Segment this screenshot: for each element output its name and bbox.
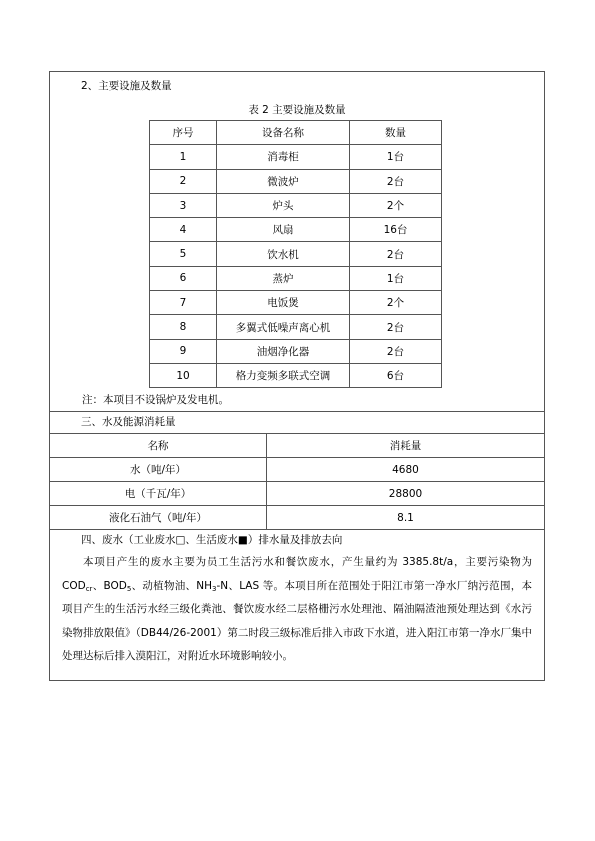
wastewater-section (50, 529, 544, 680)
table-row (150, 339, 442, 363)
row-equipment: 格力变频多联式空调 (217, 363, 350, 387)
row-quantity: 2个 (350, 193, 442, 217)
header-index: 序号 (150, 121, 217, 145)
row-quantity: 2个 (350, 291, 442, 315)
header-quantity: 数量 (350, 121, 442, 145)
row-index: 1 (150, 145, 217, 169)
bod-subscript: 5 (126, 584, 132, 593)
row-equipment: 微波炉 (217, 169, 350, 193)
table-header-row (50, 434, 544, 458)
row-index: 5 (150, 242, 217, 266)
row-equipment: 消毒柜 (217, 145, 350, 169)
row-equipment: 蒸炉 (217, 266, 350, 290)
para-text-1: 本项目产生的废水主要为员工生活污水和餐饮废水，产生量约为 3385.8t/a，主要污染物为 COD (62, 556, 532, 592)
row-index: 7 (150, 291, 217, 315)
facilities-note: 注：本项目不设锅炉及发电机。 (82, 394, 229, 407)
row-index: 9 (150, 339, 217, 363)
consumption-heading: 三、水及能源消耗量 (81, 416, 176, 428)
row-value: 28800 (267, 482, 545, 506)
header-equipment: 设备名称 (217, 121, 350, 145)
row-quantity: 1台 (350, 266, 442, 290)
table-row (150, 266, 442, 290)
table-row (150, 315, 442, 339)
wastewater-heading: 四、废水（工业废水□、生活废水■）排水量及排放去向 (81, 534, 343, 546)
table2-caption: 表 2 主要设施及数量 (248, 104, 346, 116)
row-name: 电（千瓦/年） (50, 482, 267, 506)
row-equipment: 饮水机 (217, 242, 350, 266)
row-quantity: 2台 (350, 242, 442, 266)
row-equipment: 多翼式低噪声离心机 (217, 315, 350, 339)
para-text-4: -N、LAS 等。本项目所在范围处于阳江市第一净水厂纳污范围，本项目产生的生活污水经三级化粪池、餐饮废水经二层格栅污水处理池、隔油隔渣池预处理达到《水污染物排放限值》（DB44/26-2001）第二时段三级标准后排入市政下水道，进入阳江市第一净水厂集中处理达标后排入漠阳江，对附近水环境影响较小。 (62, 579, 533, 662)
row-index: 10 (150, 363, 217, 387)
table-header-row (150, 121, 442, 145)
para-text-2: 、BOD (92, 579, 127, 592)
consumption-table (50, 433, 544, 529)
row-quantity: 1台 (350, 145, 442, 169)
row-equipment: 风扇 (217, 218, 350, 242)
row-index: 2 (150, 169, 217, 193)
row-quantity: 16台 (350, 218, 442, 242)
row-equipment: 油烟净化器 (217, 339, 350, 363)
row-quantity: 2台 (350, 169, 442, 193)
facilities-heading: 2、主要设施及数量 (81, 80, 172, 92)
header-consumption: 消耗量 (267, 434, 545, 458)
row-index: 8 (150, 315, 217, 339)
row-quantity: 6台 (350, 363, 442, 387)
wastewater-paragraph (50, 551, 544, 669)
row-name: 水（吨/年） (50, 458, 267, 482)
table-row (150, 193, 442, 217)
row-value: 4680 (267, 458, 545, 482)
row-equipment: 电饭煲 (217, 291, 350, 315)
table-row (50, 506, 544, 530)
facilities-table (149, 120, 442, 388)
row-name: 液化石油气（吨/年） (50, 506, 267, 530)
row-value: 8.1 (267, 506, 545, 530)
consumption-section (50, 411, 544, 529)
table-row (150, 363, 442, 387)
row-index: 6 (150, 266, 217, 290)
table-row (150, 242, 442, 266)
header-name: 名称 (50, 434, 267, 458)
table-row (50, 458, 544, 482)
table-row (150, 169, 442, 193)
para-text-3: 、动植物油、NH (131, 579, 213, 592)
table-row (150, 218, 442, 242)
facilities-section (50, 72, 544, 411)
row-quantity: 2台 (350, 315, 442, 339)
row-index: 3 (150, 193, 217, 217)
table-row (150, 145, 442, 169)
row-equipment: 炉头 (217, 193, 350, 217)
row-quantity: 2台 (350, 339, 442, 363)
row-index: 4 (150, 218, 217, 242)
nh-subscript: 3 (212, 584, 217, 593)
table-row (150, 291, 442, 315)
report-frame (49, 71, 545, 681)
table-row (50, 482, 544, 506)
cod-subscript: cr (85, 584, 93, 593)
